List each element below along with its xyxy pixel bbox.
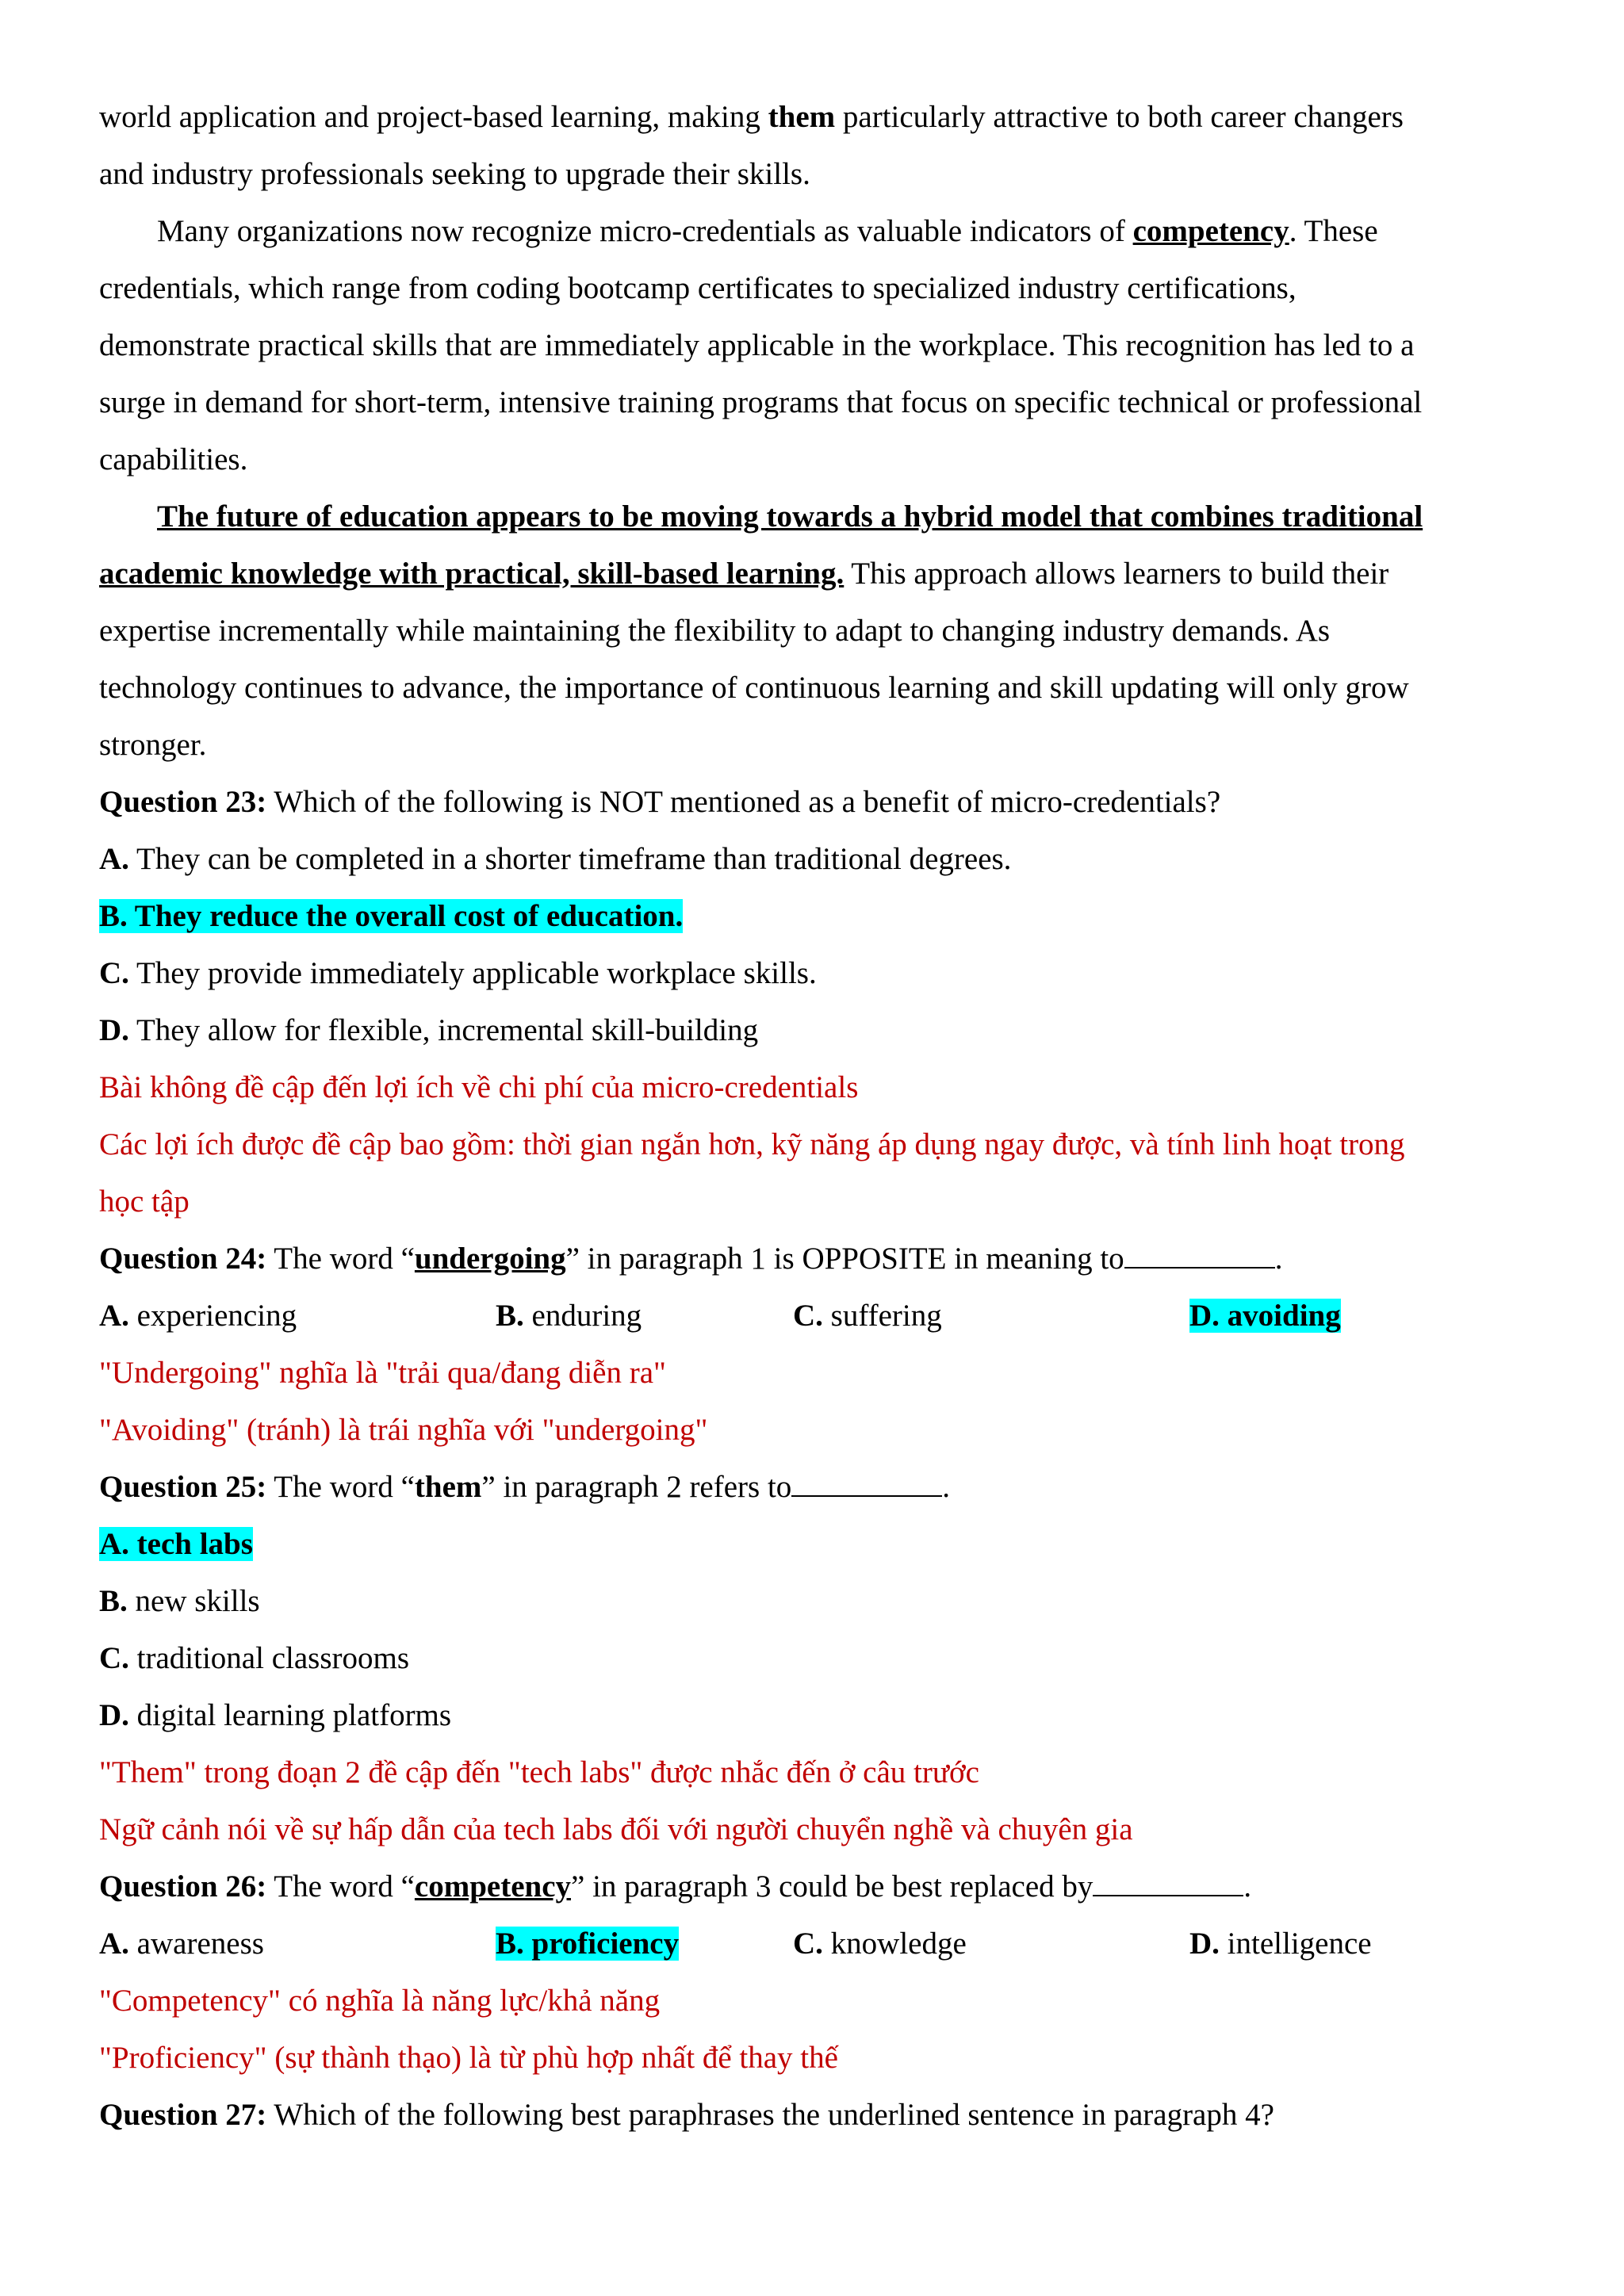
question-label: Question 23: [99,785,267,819]
question-label: Question 27: [99,2098,267,2132]
question-label: Question 26: [99,1869,267,1904]
explanation: học tập [99,1184,190,1219]
option-b-correct [99,897,683,936]
passage-line: expertise incrementally while maintaining the flexibility to adapt to changing industry demands. As [99,614,1331,648]
question-26: Question 26: The word “competency” in paragraph 3 could be best replaced by . [99,1869,1252,1904]
underlined-word: competency [1132,214,1289,248]
passage-line: technology continues to advance, the importance of continuous learning and skill updating will only grow [99,671,1409,705]
explanation: Bài không đề cập đến lợi ích về chi phí của micro-credentials [99,1070,859,1104]
passage-line: credentials, which range from coding bootcamp certificates to specialized industry certifications, [99,271,1297,305]
passage-line: capabilities. [99,442,248,476]
option-a: A. awareness [99,1927,264,1961]
option-b-correct [496,1925,679,1963]
option-a-correct [99,1525,253,1563]
question-25: Question 25: The word “them” in paragraph 2 refers to . [99,1470,951,1504]
option-c: C. traditional classrooms [99,1641,410,1675]
explanation: "Avoiding" (tránh) là trái nghĩa với "undergoing" [99,1413,708,1447]
bold-word: them [768,100,836,134]
question-label: Question 25: [99,1470,267,1504]
passage-line: world application and project-based learning, making them particularly attractive to both career changers [99,100,1404,134]
underlined-word: competency [414,1869,572,1904]
question-24: Question 24: The word “undergoing” in paragraph 1 is OPPOSITE in meaning to . [99,1242,1283,1276]
answer-blank [1093,1868,1243,1896]
passage-line: and industry professionals seeking to upgrade their skills. [99,157,810,191]
explanation: "Proficiency" (sự thành thạo) là từ phù hợp nhất để thay thế [99,2041,838,2075]
explanation: Các lợi ích được đề cập bao gồm: thời gian ngắn hơn, kỹ năng áp dụng ngay được, và tính linh hoạt trong [99,1127,1405,1161]
explanation: "Them" trong đoạn 2 đề cập đến "tech labs" được nhắc đến ở câu trước [99,1755,979,1789]
question-27: Question 27: Which of the following best paraphrases the underlined sentence in paragraph 4? [99,2098,1274,2132]
passage-line: stronger. [99,728,207,762]
passage-line: academic knowledge with practical, skill-based learning. This approach allows learners to build their [99,557,1389,591]
answer-highlight: B. They reduce the overall cost of education. [99,899,684,933]
option-b: B. enduring [496,1299,642,1333]
answer-blank [791,1468,942,1497]
question-23: Question 23: Which of the following is NOT mentioned as a benefit of micro-credentials? [99,785,1221,819]
option-c: C. suffering [793,1299,942,1333]
underlined-word: undergoing [414,1242,566,1276]
option-a: A. experiencing [99,1299,297,1333]
option-a: A. They can be completed in a shorter timeframe than traditional degrees. [99,842,1012,876]
explanation: Ngữ cảnh nói về sự hấp dẫn của tech labs đối với người chuyển nghề và chuyên gia [99,1812,1133,1846]
option-c: C. They provide immediately applicable workplace skills. [99,956,817,990]
underlined-sentence: academic knowledge with practical, skill-based learning. [99,557,845,591]
passage-line: surge in demand for short-term, intensive training programs that focus on specific technical or professional [99,385,1423,419]
answer-highlight: A. tech labs [99,1527,253,1561]
answer-blank [1124,1240,1275,1269]
option-b: B. new skills [99,1584,260,1618]
passage-line: Many organizations now recognize micro-credentials as valuable indicators of competency. These [157,214,1378,248]
answer-highlight: B. proficiency [496,1927,680,1961]
explanation: "Competency" có nghĩa là năng lực/khả năng [99,1984,661,2018]
passage-line: demonstrate practical skills that are immediately applicable in the workplace. This recognition has led to a [99,328,1415,362]
passage-line [157,498,1423,536]
answer-highlight: D. avoiding [1189,1299,1341,1333]
option-c: C. knowledge [793,1927,967,1961]
option-d: D. digital learning platforms [99,1698,452,1732]
explanation: "Undergoing" nghĩa là "trải qua/đang diễn ra" [99,1356,666,1390]
question-label: Question 24: [99,1242,267,1276]
option-d: D. intelligence [1189,1927,1372,1961]
option-d-correct [1189,1297,1341,1335]
bold-word: them [414,1470,482,1504]
option-d: D. They allow for flexible, incremental skill-building [99,1013,759,1047]
underlined-sentence: The future of education appears to be moving towards a hybrid model that combines traditional [157,499,1423,534]
